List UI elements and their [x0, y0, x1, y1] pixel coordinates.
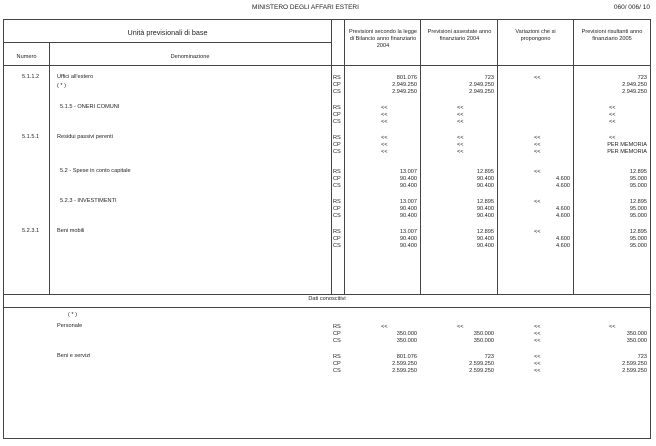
cell-prev-risultanti: 350.000: [626, 331, 647, 338]
page-code: 060/ 006/ 10: [613, 4, 650, 11]
divider-col3: [573, 20, 574, 294]
cell-prev-risultanti: 2.599.250: [622, 368, 647, 375]
row-rs-code: CS: [333, 338, 341, 345]
cell-variazioni: <<: [534, 354, 541, 360]
cell-prev-bilancio: 90.400: [399, 213, 417, 220]
row-rs-code: CP: [333, 176, 341, 183]
cell-prev-bilancio: 13.007: [399, 169, 417, 175]
rule-dati-top: [4, 294, 650, 295]
cell-prev-risultanti: 95.000: [629, 213, 647, 220]
cell-prev-risultanti: <<: [609, 135, 616, 141]
cell-prev-bilancio: 2.949.250: [392, 89, 417, 96]
cell-prev-risultanti: <<: [609, 119, 616, 126]
budget-table: [3, 19, 651, 439]
row-denominazione: 5.2.3 - INVESTIMENTI: [60, 198, 117, 204]
col-denominazione-header: Denominazione: [170, 54, 210, 60]
cell-prev-bilancio: 90.400: [399, 206, 417, 213]
col-prev-risultanti-header: Previsioni risultanti anno finanziario 2005: [581, 29, 643, 42]
col-variazioni-header: Variazioni che si propongono: [515, 29, 556, 42]
cell-prev-risultanti: 2.949.250: [622, 89, 647, 96]
cell-prev-risultanti: 95.000: [629, 183, 647, 190]
cell-variazioni: 4.600: [556, 213, 570, 220]
cell-prev-assestate: 723: [484, 354, 494, 360]
cell-variazioni: <<: [534, 149, 541, 156]
row-rs-code: CS: [333, 119, 341, 126]
row-numero: 5.1.5.1: [22, 134, 40, 140]
cell-prev-risultanti: 350.000: [626, 338, 647, 345]
cell-variazioni: <<: [534, 229, 541, 235]
cell-prev-risultanti: PER MEMORIA: [607, 142, 647, 149]
row-rs-code: CP: [333, 331, 341, 338]
cell-prev-risultanti: 95.000: [629, 206, 647, 213]
row-denominazione: Beni mobili: [57, 228, 85, 234]
cell-prev-risultanti: <<: [609, 324, 616, 330]
row-rs-code: CS: [333, 149, 341, 156]
cell-prev-bilancio: 350.000: [396, 338, 417, 345]
cell-prev-risultanti: 12.895: [629, 199, 647, 205]
cell-prev-assestate: <<: [457, 149, 464, 156]
cell-prev-assestate: 2.599.250: [469, 361, 494, 368]
cell-prev-bilancio: 801.076: [396, 75, 417, 81]
cell-prev-assestate: 12.895: [476, 199, 494, 205]
row-rs-code: CP: [333, 236, 341, 243]
cell-prev-risultanti: 2.949.250: [622, 82, 647, 89]
row-denominazione: 5.2 - Spese in conto capitale: [60, 168, 131, 174]
cell-variazioni: <<: [534, 199, 541, 205]
row-note: ( * ): [68, 312, 78, 318]
cell-prev-assestate: 2.949.250: [469, 89, 494, 96]
cell-prev-assestate: <<: [457, 119, 464, 126]
cell-prev-bilancio: <<: [381, 149, 388, 156]
cell-prev-assestate: 723: [484, 75, 494, 81]
row-denominazione: Personale: [57, 323, 83, 329]
row-rs-code: RS: [333, 169, 341, 175]
row-rs-code: CS: [333, 89, 341, 96]
cell-prev-assestate: 90.400: [476, 183, 494, 190]
cell-prev-risultanti: 723: [637, 354, 647, 360]
row-rs-code: CS: [333, 213, 341, 220]
cell-prev-bilancio: 2.599.250: [392, 361, 417, 368]
cell-variazioni: <<: [534, 135, 541, 141]
row-numero: 5.1.1.2: [22, 74, 40, 80]
cell-variazioni: 4.600: [556, 183, 570, 190]
cell-prev-bilancio: 13.007: [399, 199, 417, 205]
cell-prev-bilancio: 350.000: [396, 331, 417, 338]
rule-dati-bottom: [4, 307, 650, 308]
dati-conoscitivi-label: Dati conoscitivi: [308, 296, 346, 302]
col-numero-header: Numero: [16, 54, 37, 60]
row-rs-code: CS: [333, 183, 341, 190]
row-denominazione: 5.1.5 - ONERI COMUNI: [60, 104, 120, 110]
cell-variazioni: <<: [534, 324, 541, 330]
row-rs-code: CP: [333, 82, 341, 89]
cell-variazioni: 4.600: [556, 243, 570, 250]
cell-prev-assestate: 90.400: [476, 206, 494, 213]
cell-prev-risultanti: <<: [609, 112, 616, 119]
cell-prev-assestate: 90.400: [476, 213, 494, 220]
cell-prev-bilancio: <<: [381, 135, 388, 141]
cell-prev-bilancio: <<: [381, 112, 388, 119]
divider-col1: [420, 20, 421, 294]
row-denominazione: Residui passivi perenti: [57, 134, 113, 140]
cell-variazioni: <<: [534, 338, 541, 345]
row-rs-code: RS: [333, 229, 341, 235]
cell-prev-bilancio: 801.076: [396, 354, 417, 360]
rule-title: [4, 42, 331, 43]
row-rs-code: RS: [333, 135, 341, 141]
divider-col2: [497, 20, 498, 294]
cell-prev-bilancio: 13.007: [399, 229, 417, 235]
row-rs-code: RS: [333, 105, 341, 111]
divider-numero: [49, 42, 50, 294]
row-rs-code: RS: [333, 75, 341, 81]
cell-prev-bilancio: 90.400: [399, 183, 417, 190]
cell-prev-bilancio: 90.400: [399, 176, 417, 183]
cell-variazioni: <<: [534, 331, 541, 338]
cell-prev-risultanti: <<: [609, 105, 616, 111]
cell-prev-assestate: 350.000: [473, 338, 494, 345]
cell-prev-bilancio: <<: [381, 142, 388, 149]
cell-variazioni: 4.600: [556, 176, 570, 183]
row-rs-code: CP: [333, 142, 341, 149]
cell-prev-assestate: <<: [457, 112, 464, 119]
cell-prev-assestate: 90.400: [476, 243, 494, 250]
row-rs-code: CP: [333, 206, 341, 213]
cell-variazioni: <<: [534, 361, 541, 368]
cell-prev-assestate: 90.400: [476, 176, 494, 183]
cell-prev-bilancio: <<: [381, 324, 388, 330]
rule-header: [4, 65, 650, 66]
col-prev-bilancio-header: Previsioni secondo la legge di Bilancio anno finanziario 2004: [348, 29, 418, 49]
cell-variazioni: <<: [534, 142, 541, 149]
cell-variazioni: <<: [534, 169, 541, 175]
row-denominazione: Beni e servizi: [57, 353, 91, 359]
row-numero: 5.2.3.1: [22, 228, 40, 234]
row-rs-code: RS: [333, 354, 341, 360]
cell-prev-risultanti: 12.895: [629, 169, 647, 175]
cell-prev-bilancio: 2.949.250: [392, 82, 417, 89]
cell-prev-assestate: <<: [457, 142, 464, 149]
cell-prev-assestate: 2.949.250: [469, 82, 494, 89]
ministry-header: MINISTERO DEGLI AFFARI ESTERI: [252, 4, 359, 11]
cell-prev-assestate: 12.895: [476, 229, 494, 235]
cell-prev-assestate: 90.400: [476, 236, 494, 243]
cell-prev-bilancio: 90.400: [399, 236, 417, 243]
cell-variazioni: <<: [534, 368, 541, 375]
cell-variazioni: 4.600: [556, 236, 570, 243]
row-denominazione: Uffici all'estero: [57, 74, 94, 80]
cell-prev-risultanti: PER MEMORIA: [607, 149, 647, 156]
row-rs-code: CS: [333, 243, 341, 250]
cell-prev-assestate: 350.000: [473, 331, 494, 338]
row-rs-code: CP: [333, 112, 341, 119]
cell-prev-assestate: <<: [457, 324, 464, 330]
divider-denominazione: [331, 20, 332, 294]
cell-prev-assestate: <<: [457, 135, 464, 141]
cell-prev-risultanti: 2.599.250: [622, 361, 647, 368]
row-note: ( * ): [57, 83, 67, 89]
cell-prev-risultanti: 95.000: [629, 236, 647, 243]
cell-variazioni: 4.600: [556, 206, 570, 213]
cell-prev-bilancio: 2.599.250: [392, 368, 417, 375]
cell-prev-assestate: 2.599.250: [469, 368, 494, 375]
row-rs-code: RS: [333, 324, 341, 330]
table-title: Unità previsionali di base: [127, 28, 208, 37]
cell-prev-bilancio: 90.400: [399, 243, 417, 250]
cell-variazioni: <<: [534, 75, 541, 81]
cell-prev-risultanti: 723: [637, 75, 647, 81]
cell-prev-assestate: <<: [457, 105, 464, 111]
cell-prev-bilancio: <<: [381, 105, 388, 111]
row-rs-code: CP: [333, 361, 341, 368]
col-prev-assestate-header: Previsioni assestate anno finanziario 2004: [427, 29, 492, 42]
divider-rs: [344, 20, 345, 294]
cell-prev-risultanti: 12.895: [629, 229, 647, 235]
cell-prev-risultanti: 95.000: [629, 176, 647, 183]
row-rs-code: CS: [333, 368, 341, 375]
cell-prev-assestate: 12.895: [476, 169, 494, 175]
row-rs-code: RS: [333, 199, 341, 205]
cell-prev-bilancio: <<: [381, 119, 388, 126]
cell-prev-risultanti: 95.000: [629, 243, 647, 250]
